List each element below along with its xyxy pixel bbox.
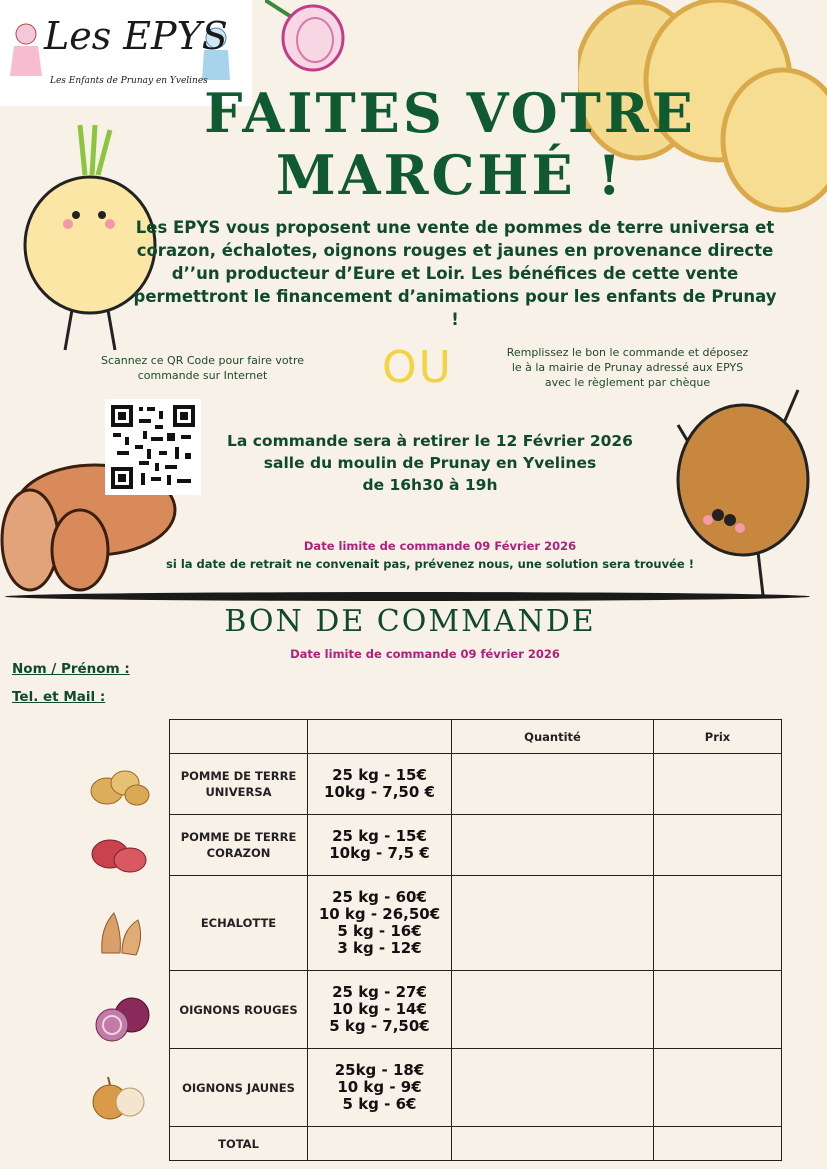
quantity-cell[interactable] bbox=[452, 1049, 654, 1127]
pickup-info bbox=[210, 430, 650, 496]
price-option: 25 kg - 60€ bbox=[332, 888, 427, 906]
price-option: 25 kg - 15€ bbox=[332, 827, 427, 845]
header-price-list bbox=[308, 720, 452, 754]
total-row bbox=[170, 1127, 782, 1161]
pickup-hours: de 16h30 à 19h bbox=[362, 476, 498, 494]
quantity-cell[interactable] bbox=[452, 754, 654, 815]
price-option: 5 kg - 7,50€ bbox=[329, 1017, 430, 1035]
total-quantity-cell[interactable] bbox=[452, 1127, 654, 1161]
price-option: 25kg - 18€ bbox=[334, 1061, 425, 1079]
price-option: 10kg - 7,50 € bbox=[324, 783, 435, 801]
price-option: 10 kg - 26,50€ bbox=[318, 905, 441, 923]
total-label: TOTAL bbox=[170, 1127, 308, 1161]
price-cell[interactable] bbox=[654, 754, 782, 815]
universa-potatoes-icon bbox=[85, 765, 155, 810]
header-price: Prix bbox=[654, 720, 782, 754]
qr-code-icon bbox=[105, 399, 201, 495]
total-empty-cell bbox=[308, 1127, 452, 1161]
pickup-date: La commande sera à retirer le 12 Février 2026 bbox=[227, 432, 633, 450]
logo-subtitle: Les Enfants de Prunay en Yvelines bbox=[50, 76, 208, 86]
price-list bbox=[308, 1049, 452, 1127]
table-row bbox=[170, 876, 782, 971]
quantity-cell[interactable] bbox=[452, 971, 654, 1049]
price-option: 5 kg - 6€ bbox=[342, 1095, 417, 1113]
product-name: POMME DE TERRE CORAZON bbox=[170, 815, 308, 876]
deadline-note: si la date de retrait ne convenait pas, prévenez nous, une solution sera trouvée ! bbox=[166, 557, 694, 571]
price-list bbox=[308, 876, 452, 971]
intro-text: Les EPYS vous proposent une vente de pommes de terre universa et corazon, échalotes, oignons rouges et jaunes en provenance directe d’’un producteur d’Eure et Loir. Les bénéfices de cette vente permettront le financement d’animations pour les enfants de Prunay ! bbox=[133, 218, 777, 329]
price-option: 5 kg - 16€ bbox=[337, 922, 422, 940]
price-list bbox=[308, 815, 452, 876]
or-text: OU bbox=[382, 342, 453, 393]
red-onions-icon bbox=[92, 995, 152, 1043]
order-table bbox=[169, 719, 782, 1161]
price-option: 10kg - 7,5 € bbox=[329, 844, 430, 862]
price-cell[interactable] bbox=[654, 815, 782, 876]
table-row bbox=[170, 1049, 782, 1127]
paper-instruction: Remplissez le bon le commande et déposez le à la mairie de Prunay adressé aux EPYS avec le règlement par chèque bbox=[506, 346, 749, 389]
shallots-icon bbox=[92, 908, 152, 958]
price-option: 25 kg - 27€ bbox=[332, 983, 427, 1001]
header-quantity: Quantité bbox=[452, 720, 654, 754]
table-row bbox=[170, 815, 782, 876]
order-form-title: BON DE COMMANDE bbox=[224, 604, 596, 639]
table-row bbox=[170, 754, 782, 815]
page-title bbox=[150, 82, 750, 206]
contact-field-label[interactable]: Tel. et Mail : bbox=[12, 689, 106, 705]
girl-illustration-icon bbox=[6, 20, 46, 80]
price-cell[interactable] bbox=[654, 876, 782, 971]
logo-name: Les EPYS bbox=[44, 14, 228, 58]
product-name: ECHALOTTE bbox=[170, 876, 308, 971]
pickup-place: salle du moulin de Prunay en Yvelines bbox=[263, 454, 597, 472]
title-line-2: MARCHÉ ! bbox=[275, 143, 625, 207]
header-product bbox=[170, 720, 308, 754]
onion-slice-icon bbox=[265, 0, 350, 78]
table-row bbox=[170, 971, 782, 1049]
order-form-deadline: Date limite de commande 09 février 2026 bbox=[290, 647, 560, 661]
qr-code[interactable] bbox=[105, 399, 201, 495]
price-option: 25 kg - 15€ bbox=[332, 766, 427, 784]
section-divider bbox=[5, 592, 810, 601]
table-header-row bbox=[170, 720, 782, 754]
deadline-notice: Date limite de commande 09 Février 2026 bbox=[303, 539, 577, 553]
product-name: POMME DE TERRE UNIVERSA bbox=[170, 754, 308, 815]
price-cell[interactable] bbox=[654, 971, 782, 1049]
price-option: 10 kg - 9€ bbox=[337, 1078, 422, 1096]
price-list bbox=[308, 971, 452, 1049]
total-price-cell[interactable] bbox=[654, 1127, 782, 1161]
title-line-1: FAITES VOTRE bbox=[204, 81, 696, 145]
price-cell[interactable] bbox=[654, 1049, 782, 1127]
corazon-potatoes-icon bbox=[88, 832, 153, 877]
quantity-cell[interactable] bbox=[452, 876, 654, 971]
price-option: 3 kg - 12€ bbox=[337, 939, 422, 957]
price-option: 10 kg - 14€ bbox=[332, 1000, 427, 1018]
qr-instruction: Scannez ce QR Code pour faire votre commande sur Internet bbox=[100, 354, 305, 382]
product-name: OIGNONS JAUNES bbox=[170, 1049, 308, 1127]
quantity-cell[interactable] bbox=[452, 815, 654, 876]
yellow-onions-icon bbox=[88, 1075, 153, 1125]
price-list bbox=[308, 754, 452, 815]
product-name: OIGNONS ROUGES bbox=[170, 971, 308, 1049]
name-field-label[interactable]: Nom / Prénom : bbox=[12, 661, 130, 677]
